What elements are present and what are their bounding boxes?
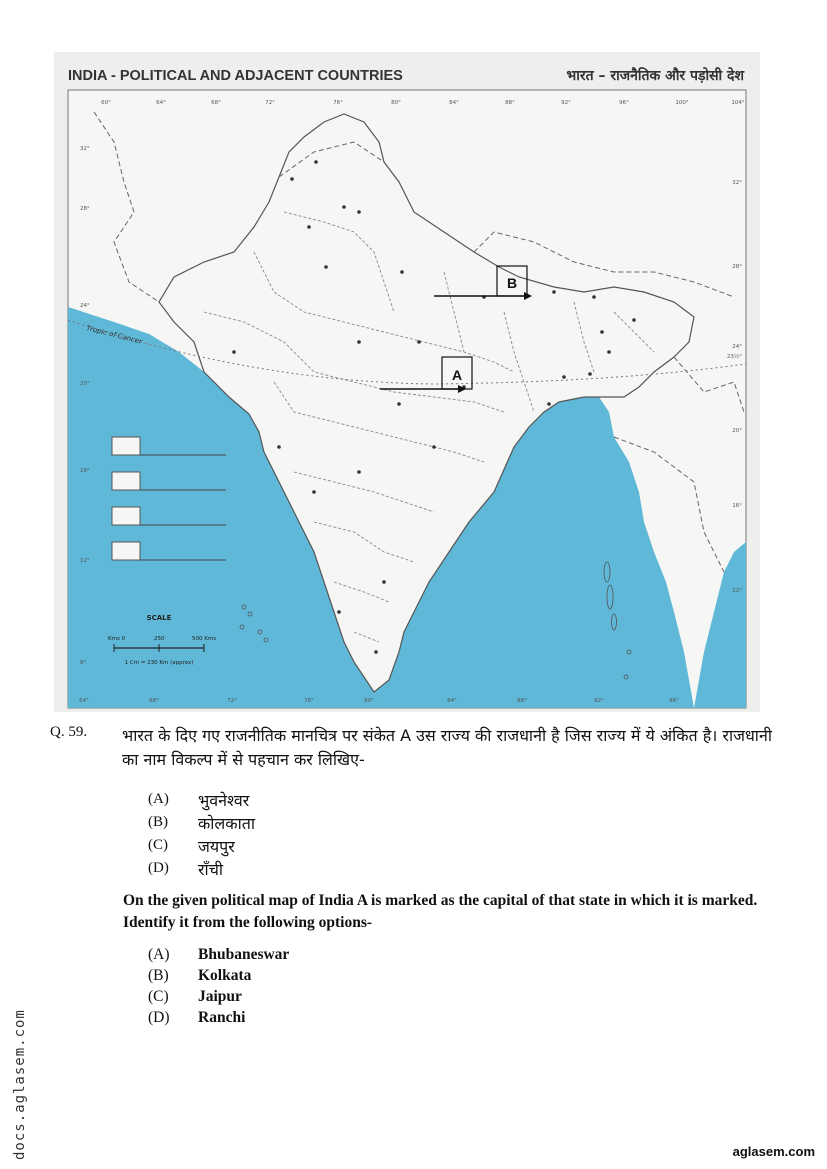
options-english (148, 944, 289, 1028)
svg-text:76°: 76° (304, 698, 314, 704)
svg-text:72°: 72° (227, 698, 237, 704)
option-label: (D) (148, 860, 169, 876)
question-text-english: On the given political map of India A is marked as the capital of that state in which it is marked. Identify it from the following options- (123, 892, 758, 931)
svg-text:88°: 88° (517, 698, 527, 704)
svg-text:20°: 20° (732, 428, 742, 434)
svg-text:24°: 24° (80, 303, 90, 309)
svg-text:12°: 12° (80, 558, 90, 564)
svg-text:24°: 24° (732, 344, 742, 350)
option-hindi-c (148, 834, 255, 857)
option-english-b (148, 965, 289, 986)
map-title-hi: भारत – राजनैतिक और पड़ोसी देश (566, 68, 744, 84)
scale-tick-2: 500 Kms (192, 636, 217, 642)
svg-text:32°: 32° (80, 146, 90, 152)
svg-text:23½°: 23½° (726, 354, 742, 360)
option-label: (A) (148, 945, 170, 963)
option-hindi-d (148, 857, 255, 880)
svg-text:8°: 8° (80, 660, 87, 666)
svg-text:80°: 80° (391, 100, 401, 106)
option-english-a (148, 944, 289, 965)
svg-text:72°: 72° (265, 100, 275, 106)
svg-text:64°: 64° (156, 100, 166, 106)
svg-text:92°: 92° (594, 698, 604, 704)
scale-title: SCALE (146, 614, 172, 622)
svg-text:12°: 12° (732, 588, 742, 594)
option-english-c (148, 986, 289, 1007)
tropic-label: Tropic of Cancer (85, 324, 143, 346)
option-label: (B) (148, 966, 169, 984)
india-political-map (54, 52, 760, 712)
option-label: (D) (148, 1008, 170, 1026)
option-text: Kolkata (198, 966, 252, 984)
option-text: जयपुर (198, 836, 235, 856)
scale-note: 1 Cm = 230 Km (approx) (124, 660, 194, 666)
svg-text:32°: 32° (732, 180, 742, 186)
svg-text:68°: 68° (211, 100, 221, 106)
svg-text:76°: 76° (333, 100, 343, 106)
option-text: Ranchi (198, 1008, 246, 1026)
option-text: कोलकाता (198, 813, 255, 833)
option-label: (C) (148, 837, 168, 853)
svg-text:84°: 84° (447, 698, 457, 704)
options-hindi (148, 788, 255, 880)
svg-text:28°: 28° (732, 264, 742, 270)
option-hindi-a (148, 788, 255, 811)
option-label: (A) (148, 791, 169, 807)
option-english-d (148, 1007, 289, 1028)
scale-tick-1: 250 (154, 636, 165, 642)
svg-text:84°: 84° (449, 100, 459, 106)
svg-text:96°: 96° (619, 100, 629, 106)
svg-text:96°: 96° (669, 698, 679, 704)
map-title-en: INDIA - POLITICAL AND ADJACENT COUNTRIES (68, 68, 403, 84)
svg-text:80°: 80° (364, 698, 374, 704)
option-label: (B) (148, 814, 168, 830)
footer-watermark: aglasem.com (732, 1144, 815, 1159)
marker-a-label: A (451, 367, 463, 383)
map-svg (54, 52, 760, 712)
side-watermark: docs.aglasem.com (12, 1009, 28, 1160)
scale-tick-0: Kms 0 (108, 636, 126, 642)
svg-text:16°: 16° (80, 468, 90, 474)
marker-b-label: B (506, 275, 518, 291)
option-text: Jaipur (198, 987, 242, 1005)
svg-text:16°: 16° (732, 503, 742, 509)
svg-text:28°: 28° (80, 206, 90, 212)
question-number: Q. 59. (50, 724, 88, 740)
svg-text:88°: 88° (505, 100, 515, 106)
option-hindi-b (148, 811, 255, 834)
option-text: Bhubaneswar (198, 945, 290, 963)
option-text: भुवनेश्वर (198, 790, 250, 810)
svg-text:100°: 100° (675, 100, 689, 106)
svg-text:92°: 92° (561, 100, 571, 106)
svg-text:64°: 64° (79, 698, 89, 704)
option-label: (C) (148, 987, 169, 1005)
svg-text:68°: 68° (149, 698, 159, 704)
question-text-hindi: भारत के दिए गए राजनीतिक मानचित्र पर संकेत A उस राज्य की राजधानी है जिस राज्य में ये अंकित है। राजधानी का नाम विकल्प में से पहचान कर लिखिए- (122, 726, 772, 769)
svg-text:20°: 20° (80, 381, 90, 387)
svg-text:60°: 60° (101, 100, 111, 106)
svg-text:104°: 104° (731, 100, 745, 106)
option-text: राँची (198, 859, 223, 879)
